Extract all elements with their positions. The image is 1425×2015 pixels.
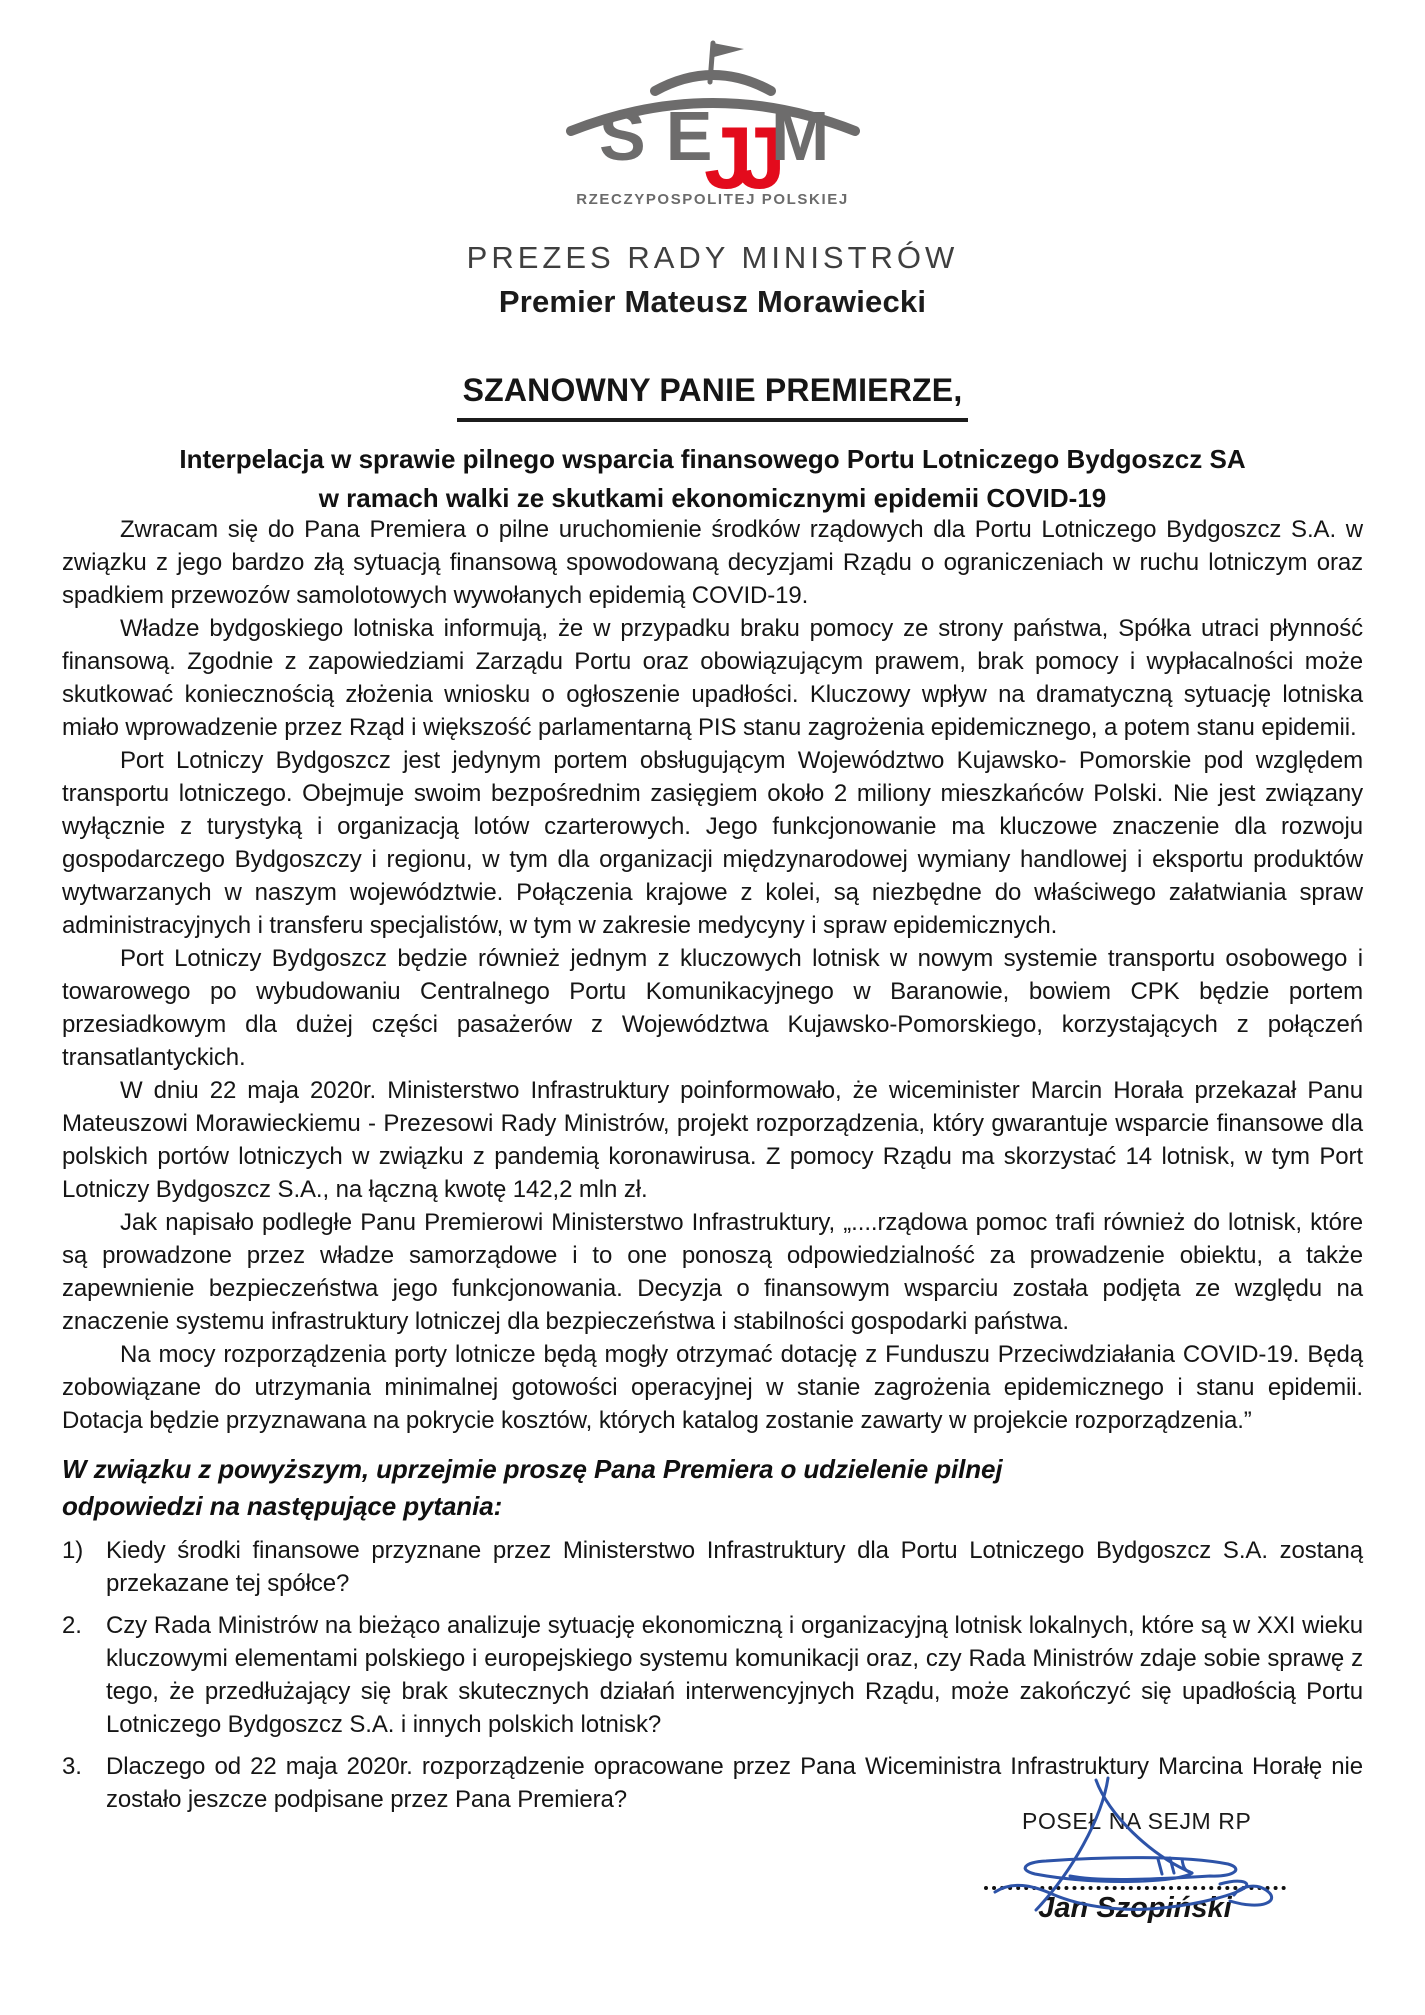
question-text: Czy Rada Ministrów na bieżąco analizuje sytuację ekonomiczną i organizacyjną lotnisk lokalnych, które są w XXI wieku kluczowymi elementami polskiego i europejskiego systemu komunikacji oraz, czy Rada Ministrów zdaje sobie sprawę z tego, że przedłużający się brak skutecznych działań interwencyjnych Rządu, może zakończyć się upadłością Portu Lotniczego Bydgoszcz S.A. i innych polskich lotnisk? bbox=[106, 1612, 1363, 1738]
request-heading-line-1: W związku z powyższym, uprzejmie proszę Pana Premiera o udzielenie pilnej bbox=[62, 1454, 1003, 1484]
paragraph: Na mocy rozporządzenia porty lotnicze będą mogły otrzymać dotację z Funduszu Przeciwdziałania COVID-19. Będą zobowiązane do utrzymania minimalnej gotowości operacyjnej w stanie zagrożenia epidemicznego i stanu epidemii. Dotacja będzie przyznawana na pokrycie kosztów, których katalog zostanie zawarty w projekcie rozporządzenia.” bbox=[62, 1341, 1363, 1434]
sejm-dome-icon bbox=[563, 30, 863, 195]
question-text: Kiedy środki finansowe przyznane przez Ministerstwo Infrastruktury dla Portu Lotniczego Bydgoszcz S.A. zostaną przekazane tej spółce? bbox=[106, 1537, 1363, 1597]
salutation-text: SZANOWNY PANIE PREMIERZE, bbox=[457, 372, 969, 422]
addressee-block bbox=[0, 240, 1425, 320]
question-item bbox=[62, 1750, 1363, 1816]
signature-role: POSEŁ NA SEJM RP bbox=[1022, 1808, 1252, 1834]
question-marker: 2. bbox=[62, 1612, 82, 1639]
sejm-logo bbox=[0, 30, 1425, 208]
question-marker: 3. bbox=[62, 1753, 82, 1780]
title-line-1: Interpelacja w sprawie pilnego wsparcia finansowego Portu Lotniczego Bydgoszcz SA bbox=[179, 444, 1246, 474]
paragraph: Jak napisało podległe Panu Premierowi Ministerstwo Infrastruktury, „....rządowa pomoc trafi również do lotnisk, które są prowadzone przez władze samorządowe i to one ponoszą odpowiedzialność za prowadzenie obiektu, a także zapewnienie bezpieczeństwa jego funkcjonowania. Decyzja o finansowym wsparciu została podjęta ze względu na znaczenie systemu infrastruktury lotniczej dla bezpieczeństwa i stabilności gospodarki państwa. bbox=[62, 1209, 1363, 1335]
request-heading-line-2: odpowiedzi na następujące pytania: bbox=[62, 1491, 503, 1521]
paragraph: Port Lotniczy Bydgoszcz będzie również jednym z kluczowych lotnisk w nowym systemie transportu osobowego i towarowego po wybudowaniu Centralnego Portu Komunikacyjnego w Baranowie, bowiem CPK będzie portem przesiadkowym dla dużej części pasażerów z Województwa Kujawsko-Pomorskiego, korzystających z połączeń transatlantyckich. bbox=[62, 945, 1363, 1071]
dome-top-arc bbox=[655, 75, 771, 91]
paragraph: Władze bydgoskiego lotniska informują, że w przypadku braku pomocy ze strony państwa, Spółka utraci płynność finansową. Zgodnie z zapowiedziami Zarządu Portu oraz obowiązującym prawem, brak pomocy i wypłacalności może skutkować koniecznością złożenia wniosku o ogłoszenie upadłości. Kluczowy wpływ na dramatyczną sytuację lotniska miało wprowadzenie przez Rząd i większość parlamentarną PIS stanu zagrożenia epidemicznego, a potem stanu epidemii. bbox=[62, 615, 1363, 741]
question-marker: 1) bbox=[62, 1537, 84, 1564]
addressee-role: PREZES RADY MINISTRÓW bbox=[466, 240, 959, 275]
flag-icon bbox=[713, 43, 744, 57]
paragraph: Port Lotniczy Bydgoszcz jest jedynym portem obsługującym Województwo Kujawsko- Pomorskie pod względem transportu lotniczego. Obejmuje swoim bezpośrednim zasięgiem około 2 miliony mieszkańców Polski. Nie jest związany wyłącznie z turystyką i organizacją lotów czarterowych. Jego funkcjonowanie ma kluczowe znaczenie dla rozwoju gospodarczego Bydgoszczy i regionu, w tym dla organizacji międzynarodowej wymiany handlowej i eksportu produktów wytwarzanych w naszym województwie. Połączenia krajowe z kolei, są niezbędne do właściwego załatwiania spraw administracyjnych i transferu specjalistów, w tym w zakresie medycyny i spraw epidemicznych. bbox=[62, 747, 1363, 939]
salutation-block bbox=[0, 372, 1425, 422]
signature-name: Jan Szopiński bbox=[1038, 1892, 1232, 1924]
request-heading bbox=[62, 1451, 1363, 1525]
interpellation-title bbox=[62, 440, 1363, 518]
paragraph: W dniu 22 maja 2020r. Ministerstwo Infrastruktury poinformowało, że wiceminister Marcin Horała przekazał Panu Mateuszowi Morawieckiemu - Prezesowi Rady Ministrów, projekt rozporządzenia, który gwarantuje wsparcie finansowe dla polskich portów lotniczych w związku z pandemią koronawirusa. Z pomocy Rządu ma skorzystać 14 lotnisk, w tym Port Lotniczy Bydgoszcz S.A., na łączną kwotę 142,2 mln zł. bbox=[62, 1077, 1363, 1203]
signature-dotted-line bbox=[984, 1866, 1286, 1890]
question-text: Dlaczego od 22 maja 2020r. rozporządzenie opracowane przez Pana Wiceministra Infrastruktury Marcina Horałę nie zostało jeszcze podpisane przez Pana Premiera? bbox=[106, 1753, 1363, 1813]
paragraph: Zwracam się do Pana Premiera o pilne uruchomienie środków rządowych dla Portu Lotniczego Bydgoszcz S.A. w związku z jego bardzo złą sytuacją finansową spowodowaną decyzjami Rządu o ograniczeniach w ruchu lotniczym oraz spadkiem przewozów samolotowych wywołanych epidemią COVID-19. bbox=[62, 516, 1363, 609]
logo-letters-se: SE bbox=[598, 97, 732, 175]
question-item bbox=[62, 1609, 1363, 1741]
logo-subtitle: RZECZYPOSPOLITEJ POLSKIEJ bbox=[576, 191, 849, 208]
questions-list bbox=[62, 1534, 1363, 1816]
title-line-2: w ramach walki ze skutkami ekonomicznymi epidemii COVID-19 bbox=[318, 483, 1107, 513]
logo-letter-m: M bbox=[770, 97, 829, 175]
addressee-name: Premier Mateusz Morawiecki bbox=[498, 284, 927, 319]
logo-letters-jj: JJ bbox=[703, 108, 770, 195]
question-item bbox=[62, 1534, 1363, 1600]
letter-body bbox=[62, 513, 1363, 1816]
